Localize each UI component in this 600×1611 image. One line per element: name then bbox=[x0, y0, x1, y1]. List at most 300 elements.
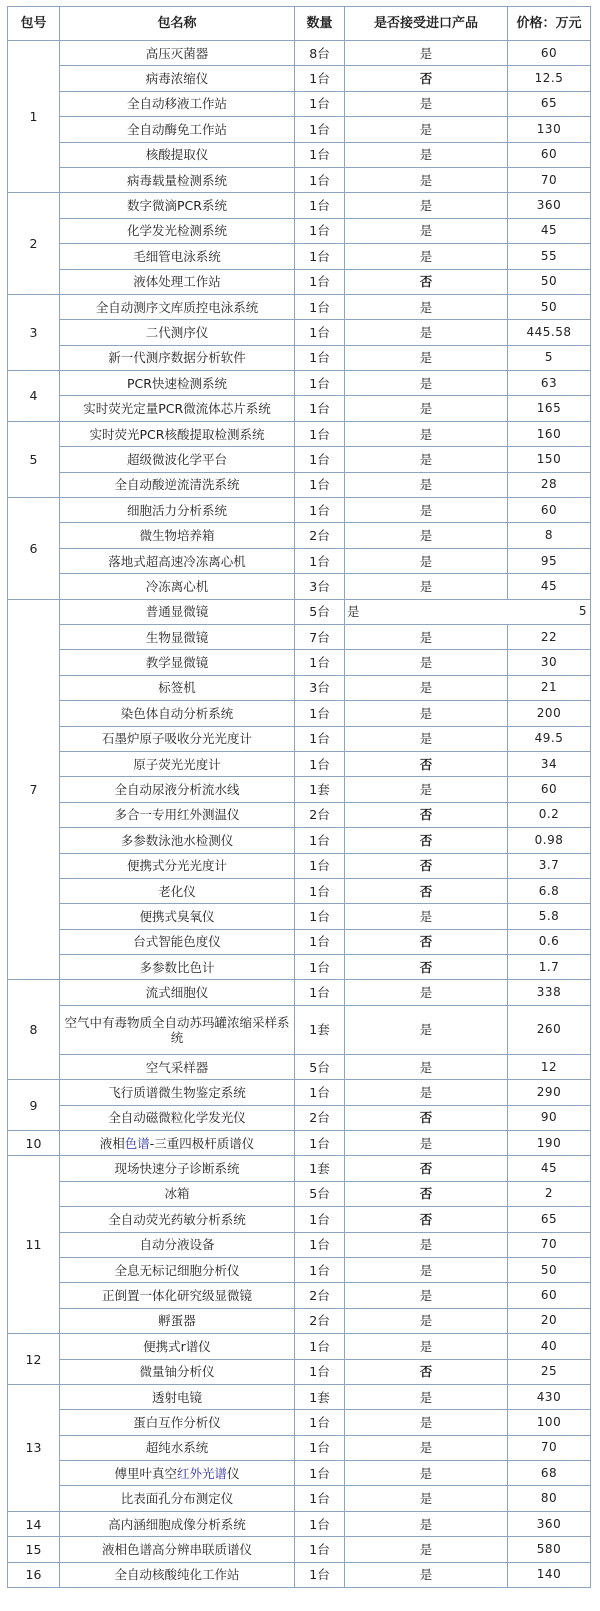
item-import-accepted: 是 bbox=[345, 244, 508, 269]
item-name: 全自动测序文库质控电泳系统 bbox=[60, 294, 295, 319]
item-import-accepted: 是 bbox=[345, 675, 508, 700]
table-row bbox=[8, 904, 591, 929]
item-import-accepted: 否 bbox=[345, 1181, 508, 1206]
item-quantity: 1台 bbox=[295, 701, 345, 726]
table-row bbox=[8, 1181, 591, 1206]
item-quantity: 1台 bbox=[295, 269, 345, 294]
item-name-part: 色谱 bbox=[124, 1135, 150, 1151]
item-name: 微生物培养箱 bbox=[60, 523, 295, 548]
item-price: 70 bbox=[508, 1232, 591, 1257]
table-row bbox=[8, 1156, 591, 1181]
item-name: 全自动移液工作站 bbox=[60, 91, 295, 116]
item-name: 冷冻离心机 bbox=[60, 574, 295, 599]
table-row bbox=[8, 498, 591, 523]
table-row bbox=[8, 1207, 591, 1232]
item-price: 30 bbox=[508, 650, 591, 675]
item-name: 比表面孔分布测定仪 bbox=[60, 1486, 295, 1511]
item-price: 2 bbox=[508, 1181, 591, 1206]
item-name-part: 液相 bbox=[99, 1135, 125, 1151]
package-number: 1 bbox=[8, 41, 60, 193]
item-name: 多参数泳池水检测仪 bbox=[60, 828, 295, 853]
item-quantity: 1台 bbox=[295, 218, 345, 243]
item-import-accepted: 否 bbox=[345, 269, 508, 294]
item-name: 全自动荧光药敏分析系统 bbox=[60, 1207, 295, 1232]
table-row bbox=[8, 523, 591, 548]
table-row bbox=[8, 41, 591, 66]
item-name: 全息无标记细胞分析仪 bbox=[60, 1257, 295, 1282]
item-name-part: 傅里叶真空 bbox=[114, 1465, 177, 1481]
procurement-table bbox=[7, 6, 591, 1588]
table-row bbox=[8, 624, 591, 649]
header-row bbox=[8, 7, 591, 41]
item-quantity: 1台 bbox=[295, 345, 345, 370]
item-import-accepted: 是 bbox=[345, 1384, 508, 1409]
table-row bbox=[8, 447, 591, 472]
table-row bbox=[8, 66, 591, 91]
item-import-accepted: 是 bbox=[345, 1005, 508, 1054]
item-price: 8 bbox=[508, 523, 591, 548]
item-price: 22 bbox=[508, 624, 591, 649]
table-row bbox=[8, 726, 591, 751]
item-import-accepted: 是 bbox=[345, 472, 508, 497]
table-row bbox=[8, 1105, 591, 1130]
table-row bbox=[8, 878, 591, 903]
item-import-accepted: 是 bbox=[345, 701, 508, 726]
item-price: 0.98 bbox=[508, 828, 591, 853]
item-import-accepted: 是 bbox=[347, 604, 360, 620]
item-import-accepted: 是 bbox=[345, 548, 508, 573]
item-name: 全自动酶免工作站 bbox=[60, 117, 295, 142]
table-row bbox=[8, 751, 591, 776]
item-name: 孵蛋器 bbox=[60, 1308, 295, 1333]
item-name: 液体处理工作站 bbox=[60, 269, 295, 294]
item-quantity: 1台 bbox=[295, 1537, 345, 1562]
item-name: 落地式超高速冷冻离心机 bbox=[60, 548, 295, 573]
item-price: 445.58 bbox=[508, 320, 591, 345]
item-quantity: 1台 bbox=[295, 421, 345, 446]
item-import-accepted: 是 bbox=[345, 91, 508, 116]
item-name: 微量铀分析仪 bbox=[60, 1359, 295, 1384]
item-quantity: 1台 bbox=[295, 1232, 345, 1257]
package-number: 10 bbox=[8, 1131, 60, 1156]
item-quantity: 1台 bbox=[295, 1486, 345, 1511]
table-row bbox=[8, 1334, 591, 1359]
item-name: 病毒浓缩仪 bbox=[60, 66, 295, 91]
item-import-accepted: 是 bbox=[345, 1257, 508, 1282]
item-import-accepted: 是 bbox=[345, 1334, 508, 1359]
item-price: 130 bbox=[508, 117, 591, 142]
item-quantity: 1台 bbox=[295, 853, 345, 878]
table-row bbox=[8, 193, 591, 218]
table-row bbox=[8, 396, 591, 421]
item-name: 超级微波化学平台 bbox=[60, 447, 295, 472]
table-row bbox=[8, 701, 591, 726]
item-name: 超纯水系统 bbox=[60, 1435, 295, 1460]
item-name: 毛细管电泳系统 bbox=[60, 244, 295, 269]
table-row bbox=[8, 1054, 591, 1079]
item-quantity: 1台 bbox=[295, 91, 345, 116]
item-quantity: 8台 bbox=[295, 41, 345, 66]
item-quantity: 1台 bbox=[295, 244, 345, 269]
item-import-accepted: 是 bbox=[345, 1562, 508, 1587]
item-quantity: 2台 bbox=[295, 1308, 345, 1333]
header-package-no: 包号 bbox=[8, 7, 60, 41]
item-import-accepted: 是 bbox=[345, 117, 508, 142]
item-name: 液相色谱高分辨串联质谱仪 bbox=[60, 1537, 295, 1562]
item-quantity: 1台 bbox=[295, 193, 345, 218]
table-row bbox=[8, 574, 591, 599]
item-price: 290 bbox=[508, 1080, 591, 1105]
item-quantity: 1台 bbox=[295, 498, 345, 523]
table-row bbox=[8, 1435, 591, 1460]
item-quantity: 1台 bbox=[295, 447, 345, 472]
header-price: 价格：万元 bbox=[508, 7, 591, 41]
package-number: 11 bbox=[8, 1156, 60, 1334]
package-number: 7 bbox=[8, 599, 60, 980]
item-import-accepted: 否 bbox=[345, 1207, 508, 1232]
item-quantity: 2台 bbox=[295, 1283, 345, 1308]
item-price: 5.8 bbox=[508, 904, 591, 929]
table-row bbox=[8, 1537, 591, 1562]
item-price: 165 bbox=[508, 396, 591, 421]
package-number: 8 bbox=[8, 980, 60, 1080]
item-quantity: 1台 bbox=[295, 828, 345, 853]
table-row bbox=[8, 320, 591, 345]
table-row bbox=[8, 345, 591, 370]
table-row bbox=[8, 472, 591, 497]
item-price: 100 bbox=[508, 1410, 591, 1435]
item-name: 自动分液设备 bbox=[60, 1232, 295, 1257]
item-quantity: 1台 bbox=[295, 1334, 345, 1359]
item-import-accepted: 否 bbox=[345, 853, 508, 878]
item-price: 65 bbox=[508, 1207, 591, 1232]
item-quantity: 2台 bbox=[295, 802, 345, 827]
item-quantity: 1台 bbox=[295, 955, 345, 980]
item-import-accepted: 是 bbox=[345, 1435, 508, 1460]
item-name-part: -三重四极杆质谱仪 bbox=[149, 1135, 255, 1151]
item-name: 病毒载量检测系统 bbox=[60, 167, 295, 192]
item-quantity: 1台 bbox=[295, 167, 345, 192]
table-row bbox=[8, 777, 591, 802]
table-row bbox=[8, 294, 591, 319]
item-name: 高内涵细胞成像分析系统 bbox=[60, 1511, 295, 1536]
package-number: 6 bbox=[8, 498, 60, 600]
item-name: 现场快速分子诊断系统 bbox=[60, 1156, 295, 1181]
table-row bbox=[8, 1232, 591, 1257]
item-quantity: 3台 bbox=[295, 574, 345, 599]
item-quantity: 1台 bbox=[295, 650, 345, 675]
item-quantity: 5台 bbox=[295, 1054, 345, 1079]
item-price: 70 bbox=[508, 167, 591, 192]
item-name: 教学显微镜 bbox=[60, 650, 295, 675]
table-row bbox=[8, 675, 591, 700]
item-price: 160 bbox=[508, 421, 591, 446]
package-number: 4 bbox=[8, 371, 60, 422]
item-name: 多参数比色计 bbox=[60, 955, 295, 980]
item-price: 50 bbox=[508, 294, 591, 319]
table-row bbox=[8, 929, 591, 954]
item-price: 70 bbox=[508, 1435, 591, 1460]
item-price: 260 bbox=[508, 1005, 591, 1054]
item-import-accepted: 否 bbox=[345, 929, 508, 954]
item-quantity: 1台 bbox=[295, 371, 345, 396]
item-name bbox=[60, 1461, 295, 1486]
item-name: 正倒置一体化研究级显微镜 bbox=[60, 1283, 295, 1308]
item-quantity: 1台 bbox=[295, 904, 345, 929]
item-name: 全自动磁微粒化学发光仪 bbox=[60, 1105, 295, 1130]
item-name: 冰箱 bbox=[60, 1181, 295, 1206]
item-quantity: 1台 bbox=[295, 1410, 345, 1435]
item-quantity: 2台 bbox=[295, 523, 345, 548]
item-import-accepted: 否 bbox=[345, 878, 508, 903]
item-name: 便携式臭氧仪 bbox=[60, 904, 295, 929]
item-import-accepted: 是 bbox=[345, 1511, 508, 1536]
item-name: 空气采样器 bbox=[60, 1054, 295, 1079]
item-quantity: 1台 bbox=[295, 726, 345, 751]
table-row bbox=[8, 244, 591, 269]
table-row bbox=[8, 1257, 591, 1282]
item-quantity: 1台 bbox=[295, 117, 345, 142]
item-price: 25 bbox=[508, 1359, 591, 1384]
table-row bbox=[8, 828, 591, 853]
item-import-accepted: 是 bbox=[345, 193, 508, 218]
merged-import-price-cell bbox=[345, 599, 591, 624]
item-import-accepted: 否 bbox=[345, 751, 508, 776]
item-quantity: 1台 bbox=[295, 1257, 345, 1282]
table-body bbox=[8, 41, 591, 1588]
item-price: 0.6 bbox=[508, 929, 591, 954]
package-number: 2 bbox=[8, 193, 60, 295]
item-quantity: 1台 bbox=[295, 142, 345, 167]
package-number: 15 bbox=[8, 1537, 60, 1562]
item-quantity: 1台 bbox=[295, 548, 345, 573]
item-name: 高压灭菌器 bbox=[60, 41, 295, 66]
table-row bbox=[8, 91, 591, 116]
item-price: 45 bbox=[508, 218, 591, 243]
item-name: 实时荧光PCR核酸提取检测系统 bbox=[60, 421, 295, 446]
item-price: 12 bbox=[508, 1054, 591, 1079]
item-price: 12.5 bbox=[508, 66, 591, 91]
item-price: 28 bbox=[508, 472, 591, 497]
item-quantity: 1台 bbox=[295, 1131, 345, 1156]
item-name: 飞行质谱微生物鉴定系统 bbox=[60, 1080, 295, 1105]
item-price: 60 bbox=[508, 498, 591, 523]
item-name: 多合一专用红外测温仪 bbox=[60, 802, 295, 827]
item-price: 60 bbox=[508, 41, 591, 66]
item-import-accepted: 否 bbox=[345, 828, 508, 853]
item-name: 染色体自动分析系统 bbox=[60, 701, 295, 726]
item-price: 5 bbox=[578, 604, 587, 619]
item-import-accepted: 否 bbox=[345, 955, 508, 980]
item-price: 190 bbox=[508, 1131, 591, 1156]
item-name: 生物显微镜 bbox=[60, 624, 295, 649]
item-import-accepted: 是 bbox=[345, 1283, 508, 1308]
item-price: 60 bbox=[508, 777, 591, 802]
item-price: 360 bbox=[508, 193, 591, 218]
table-row bbox=[8, 1359, 591, 1384]
item-name: 台式智能色度仪 bbox=[60, 929, 295, 954]
table-row bbox=[8, 371, 591, 396]
item-quantity: 1套 bbox=[295, 1384, 345, 1409]
item-price: 45 bbox=[508, 574, 591, 599]
table-row bbox=[8, 1486, 591, 1511]
item-quantity: 1台 bbox=[295, 929, 345, 954]
item-price: 20 bbox=[508, 1308, 591, 1333]
table-row bbox=[8, 1562, 591, 1587]
table-row bbox=[8, 853, 591, 878]
item-quantity: 1套 bbox=[295, 1005, 345, 1054]
table-row bbox=[8, 548, 591, 573]
table-row bbox=[8, 142, 591, 167]
item-quantity: 3台 bbox=[295, 675, 345, 700]
item-quantity: 1台 bbox=[295, 751, 345, 776]
item-import-accepted: 是 bbox=[345, 1410, 508, 1435]
item-price: 65 bbox=[508, 91, 591, 116]
table-row bbox=[8, 980, 591, 1005]
item-price: 360 bbox=[508, 1511, 591, 1536]
item-price: 45 bbox=[508, 1156, 591, 1181]
header-import-accepted: 是否接受进口产品 bbox=[345, 7, 508, 41]
table-row bbox=[8, 1308, 591, 1333]
item-name: 便携式分光光度计 bbox=[60, 853, 295, 878]
item-import-accepted: 否 bbox=[345, 66, 508, 91]
table-row bbox=[8, 167, 591, 192]
item-price: 60 bbox=[508, 1283, 591, 1308]
item-name: 石墨炉原子吸收分光光度计 bbox=[60, 726, 295, 751]
item-quantity: 1台 bbox=[295, 320, 345, 345]
item-name: 细胞活力分析系统 bbox=[60, 498, 295, 523]
item-import-accepted: 是 bbox=[345, 396, 508, 421]
item-name: 老化仪 bbox=[60, 878, 295, 903]
item-price: 150 bbox=[508, 447, 591, 472]
table-row bbox=[8, 1384, 591, 1409]
table-row bbox=[8, 1283, 591, 1308]
item-import-accepted: 是 bbox=[345, 345, 508, 370]
table-row bbox=[8, 1005, 591, 1054]
item-import-accepted: 是 bbox=[345, 320, 508, 345]
item-name-part: 仪 bbox=[227, 1465, 240, 1481]
item-name: 蛋白互作分析仪 bbox=[60, 1410, 295, 1435]
item-quantity: 2台 bbox=[295, 1105, 345, 1130]
header-package-name: 包名称 bbox=[60, 7, 295, 41]
item-import-accepted: 是 bbox=[345, 1054, 508, 1079]
item-import-accepted: 是 bbox=[345, 777, 508, 802]
item-quantity: 5台 bbox=[295, 1181, 345, 1206]
item-import-accepted: 是 bbox=[345, 1461, 508, 1486]
table-row bbox=[8, 1410, 591, 1435]
item-name: 透射电镜 bbox=[60, 1384, 295, 1409]
item-name: 空气中有毒物质全自动苏玛罐浓缩采样系统 bbox=[60, 1005, 295, 1054]
table-row bbox=[8, 955, 591, 980]
item-quantity: 1台 bbox=[295, 1461, 345, 1486]
item-import-accepted: 否 bbox=[345, 1156, 508, 1181]
item-import-accepted: 是 bbox=[345, 650, 508, 675]
item-price: 68 bbox=[508, 1461, 591, 1486]
item-price: 6.8 bbox=[508, 878, 591, 903]
table-row bbox=[8, 1131, 591, 1156]
item-price: 200 bbox=[508, 701, 591, 726]
header-quantity: 数量 bbox=[295, 7, 345, 41]
item-name: 全自动尿液分析流水线 bbox=[60, 777, 295, 802]
item-quantity: 1台 bbox=[295, 980, 345, 1005]
item-quantity: 1台 bbox=[295, 396, 345, 421]
package-number: 9 bbox=[8, 1080, 60, 1131]
item-price: 63 bbox=[508, 371, 591, 396]
item-quantity: 1台 bbox=[295, 878, 345, 903]
item-import-accepted: 是 bbox=[345, 447, 508, 472]
item-price: 338 bbox=[508, 980, 591, 1005]
item-price: 55 bbox=[508, 244, 591, 269]
item-name: 便携式r谱仪 bbox=[60, 1334, 295, 1359]
table-row bbox=[8, 650, 591, 675]
item-name: 全自动酸逆流清洗系统 bbox=[60, 472, 295, 497]
item-import-accepted: 是 bbox=[345, 1131, 508, 1156]
item-import-accepted: 是 bbox=[345, 1537, 508, 1562]
item-import-accepted: 是 bbox=[345, 1232, 508, 1257]
table-row bbox=[8, 269, 591, 294]
item-quantity: 1台 bbox=[295, 1359, 345, 1384]
item-import-accepted: 是 bbox=[345, 167, 508, 192]
item-price: 90 bbox=[508, 1105, 591, 1130]
item-import-accepted: 是 bbox=[345, 523, 508, 548]
item-price: 1.7 bbox=[508, 955, 591, 980]
item-name: 实时荧光定量PCR微流体芯片系统 bbox=[60, 396, 295, 421]
item-price: 580 bbox=[508, 1537, 591, 1562]
item-price: 95 bbox=[508, 548, 591, 573]
table-row bbox=[8, 1080, 591, 1105]
item-quantity: 7台 bbox=[295, 624, 345, 649]
item-price: 80 bbox=[508, 1486, 591, 1511]
table-row bbox=[8, 802, 591, 827]
item-name: 数字微滴PCR系统 bbox=[60, 193, 295, 218]
item-name: 标签机 bbox=[60, 675, 295, 700]
item-name: 新一代测序数据分析软件 bbox=[60, 345, 295, 370]
package-number: 14 bbox=[8, 1511, 60, 1536]
item-import-accepted: 是 bbox=[345, 371, 508, 396]
item-import-accepted: 是 bbox=[345, 980, 508, 1005]
item-name: PCR快速检测系统 bbox=[60, 371, 295, 396]
item-quantity: 1台 bbox=[295, 1435, 345, 1460]
item-price: 34 bbox=[508, 751, 591, 776]
item-import-accepted: 是 bbox=[345, 218, 508, 243]
item-quantity: 1台 bbox=[295, 1207, 345, 1232]
item-price: 430 bbox=[508, 1384, 591, 1409]
table-row bbox=[8, 599, 591, 624]
package-number: 3 bbox=[8, 294, 60, 370]
item-name: 核酸提取仪 bbox=[60, 142, 295, 167]
package-number: 12 bbox=[8, 1334, 60, 1385]
item-quantity: 1台 bbox=[295, 66, 345, 91]
item-quantity: 1台 bbox=[295, 1562, 345, 1587]
item-quantity: 1台 bbox=[295, 1511, 345, 1536]
item-name: 普通显微镜 bbox=[60, 599, 295, 624]
item-import-accepted: 是 bbox=[345, 1080, 508, 1105]
item-name: 全自动核酸纯化工作站 bbox=[60, 1562, 295, 1587]
item-name bbox=[60, 1131, 295, 1156]
item-import-accepted: 是 bbox=[345, 421, 508, 446]
item-price: 0.2 bbox=[508, 802, 591, 827]
item-price: 50 bbox=[508, 269, 591, 294]
item-import-accepted: 否 bbox=[345, 1359, 508, 1384]
item-price: 5 bbox=[508, 345, 591, 370]
item-price: 40 bbox=[508, 1334, 591, 1359]
item-name: 化学发光检测系统 bbox=[60, 218, 295, 243]
item-name: 流式细胞仪 bbox=[60, 980, 295, 1005]
item-quantity: 1套 bbox=[295, 777, 345, 802]
item-price: 49.5 bbox=[508, 726, 591, 751]
item-quantity: 1台 bbox=[295, 1080, 345, 1105]
package-number: 16 bbox=[8, 1562, 60, 1587]
